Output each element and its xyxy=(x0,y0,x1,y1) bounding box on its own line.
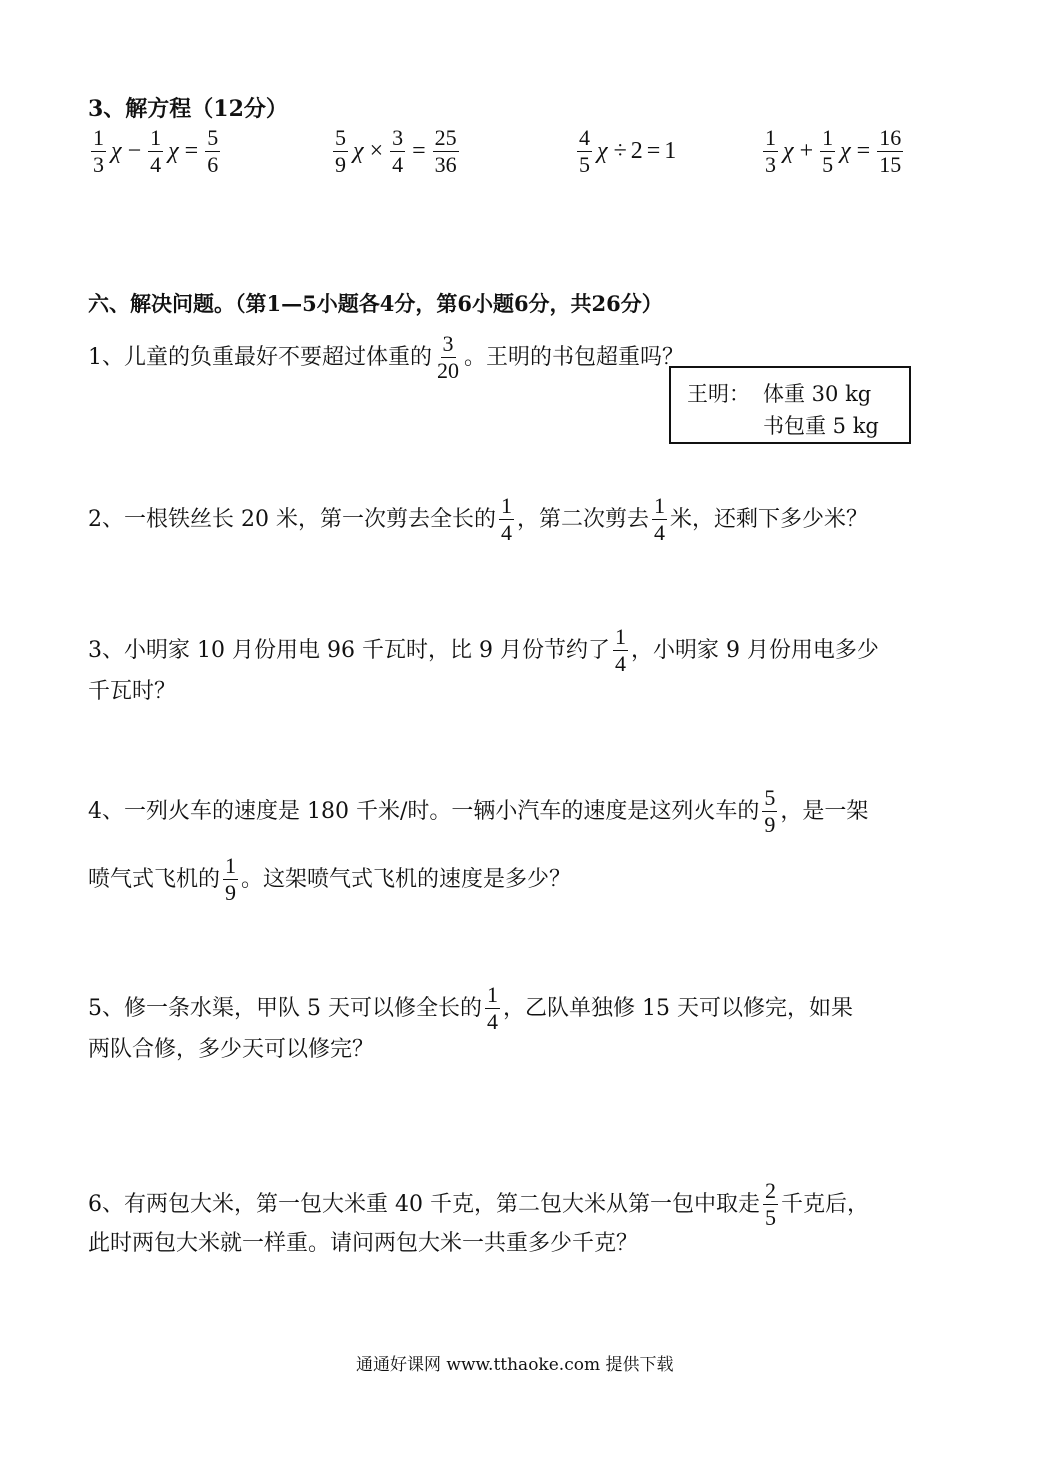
equation-4: $\frac{1}{3}$ χ + $\frac{1}{5}$ χ = $\frac{16}{15}$ xyxy=(765,125,902,177)
question-6: 6、有两包大米，第一包大米重 40 千克，第二包大米从第一包中取走 $\frac{2}{5}$ 千克后， xyxy=(88,1178,869,1230)
fraction: $\frac{1}{4}$ xyxy=(486,982,498,1034)
fraction: $\frac{5}{9}$ xyxy=(335,125,346,177)
box-weight: 体重 30 kg xyxy=(763,382,872,406)
fraction: $\frac{5}{6}$ xyxy=(207,125,219,177)
section-3-title: 3、解方程（12分） xyxy=(88,96,288,122)
question-6-line-2: 此时两包大米就一样重。请问两包大米一共重多少千克？ xyxy=(88,1231,639,1256)
question-4-line-2: 喷气式飞机的 $\frac{1}{9}$ 。这架喷气式飞机的速度是多少？ xyxy=(88,853,572,905)
question-2: 2、一根铁丝长 20 米，第一次剪去全长的 $\frac{1}{4}$ ，第二次剪去 $\frac{1}{4}$ 米，还剩下多少米？ xyxy=(88,493,869,545)
question-5-line-2: 两队合修，多少天可以修完？ xyxy=(88,1037,375,1062)
fraction: $\frac{4}{5}$ xyxy=(579,125,590,177)
fraction: $\frac{1}{4}$ xyxy=(614,624,626,676)
question-5: 5、修一条水渠，甲队 5 天可以修全长的 $\frac{1}{4}$ ，乙队单独修 15 天可以修完，如果 xyxy=(88,982,853,1034)
fraction: $\frac{3}{4}$ xyxy=(392,125,404,177)
footer: 通通好课网 www.tthaoke.com 提供下载 xyxy=(356,1355,674,1375)
question-1: 1、儿童的负重最好不要超过体重的 $\frac{3}{20}$ 。王明的书包超重吗？ xyxy=(88,331,685,383)
fraction: $\frac{1}{3}$ xyxy=(93,125,104,177)
equation-1: $\frac{1}{3}$ χ − $\frac{1}{4}$ χ = $\frac{5}{6}$ xyxy=(93,125,219,177)
fraction: $\frac{16}{15}$ xyxy=(879,125,902,177)
question-3-line-2: 千瓦时？ xyxy=(88,679,177,704)
fraction: $\frac{1}{4}$ xyxy=(500,493,512,545)
fraction: $\frac{3}{20}$ xyxy=(437,331,459,383)
fraction: $\frac{1}{5}$ xyxy=(822,125,834,177)
info-box xyxy=(669,366,911,444)
fraction: $\frac{2}{5}$ xyxy=(764,1178,776,1230)
question-4: 4、一列火车的速度是 180 千米/时。一辆小汽车的速度是这列火车的 $\frac{5}{9}$ ，是一架 xyxy=(88,785,869,837)
fraction: $\frac{1}{4}$ xyxy=(150,125,162,177)
section-6-title: 六、解决问题。（第1—5小题各4分，第6小题6分，共26分） xyxy=(88,291,663,316)
fraction: $\frac{25}{36}$ xyxy=(434,125,457,177)
fraction: $\frac{1}{9}$ xyxy=(225,853,237,905)
question-3: 3、小明家 10 月份用电 96 千瓦时，比 9 月份节约了 $\frac{1}{4}$ ，小明家 9 月份用电多少 xyxy=(88,624,879,676)
equation-3: $\frac{4}{5}$ χ ÷ 2 = 1 xyxy=(579,125,677,177)
fraction: $\frac{5}{9}$ xyxy=(764,785,776,837)
fraction: $\frac{1}{4}$ xyxy=(654,493,665,545)
box-bag-weight: 书包重 5 kg xyxy=(763,414,879,438)
equation-2: $\frac{5}{9}$ χ × $\frac{3}{4}$ = $\frac{25}{36}$ xyxy=(335,125,457,177)
box-name: 王明： xyxy=(687,382,750,406)
fraction: $\frac{1}{3}$ xyxy=(765,125,776,177)
